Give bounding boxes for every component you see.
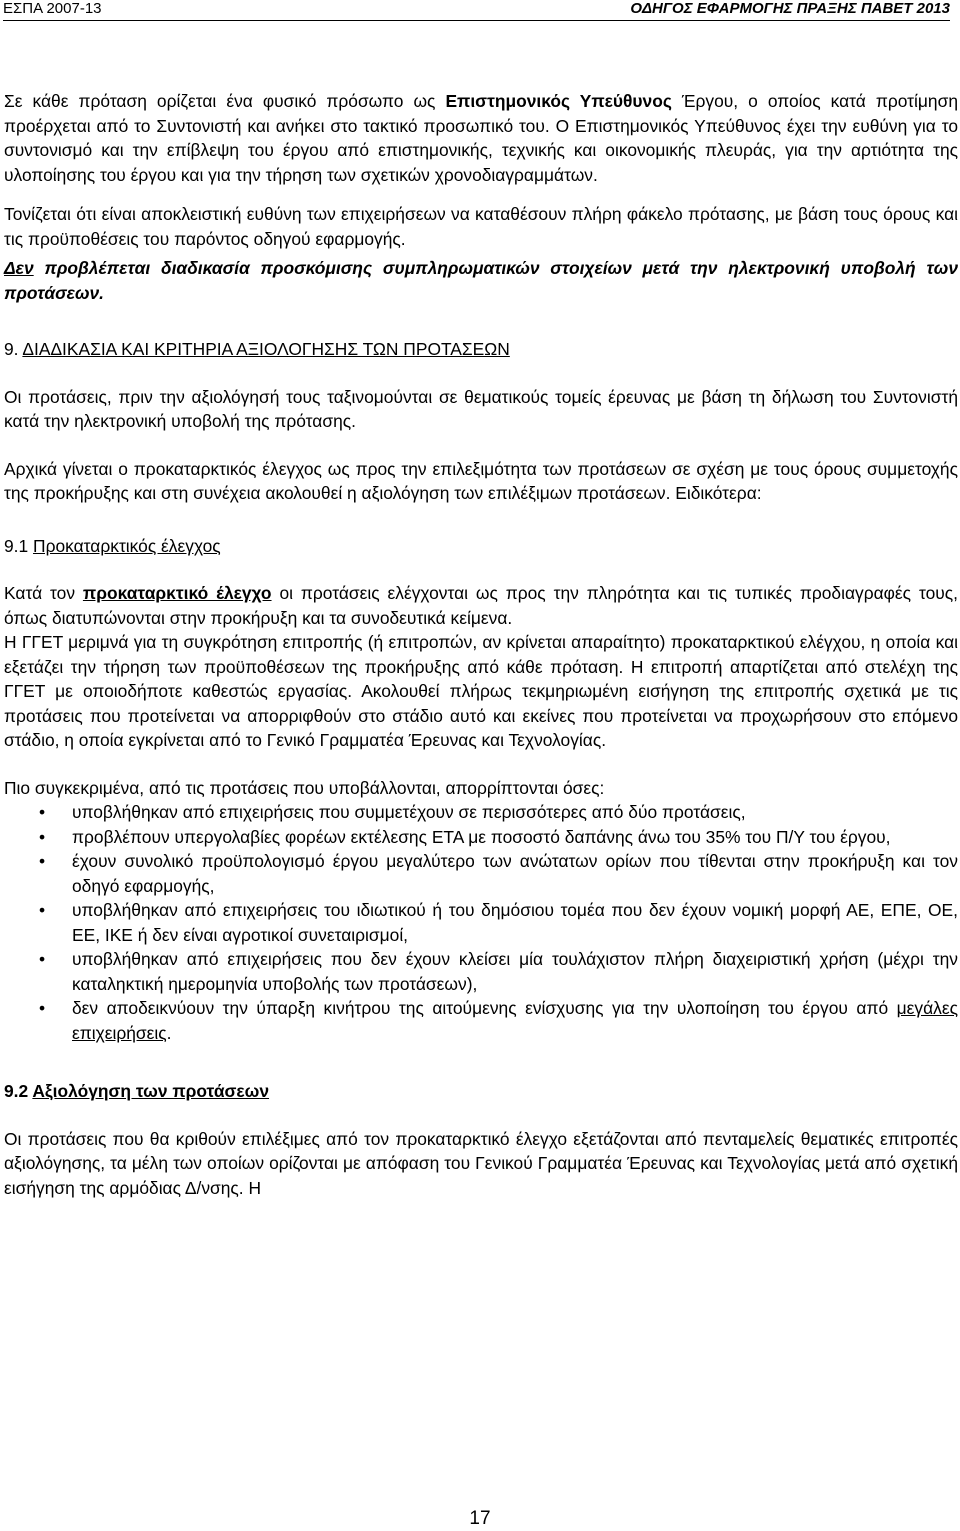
list-item: • δεν αποδεικνύουν την ύπαρξη κινήτρου της αιτούμενης ενίσχυσης για την υλοποίηση του έργου από μεγάλες επιχειρήσεις.	[39, 998, 958, 1043]
list-item: • έχουν συνολικό προϋπολογισμό έργου μεγαλύτερο των ανώτατων ορίων που τίθενται στην προκήρυξη και τον οδηγό εφαρμογής,	[39, 851, 958, 896]
list-item: • υποβλήθηκαν από επιχειρήσεις που συμμετέχουν σε περισσότερες από δύο προτάσεις,	[4, 800, 958, 825]
term-scientific-responsible: Επιστημονικός Υπεύθυνος	[445, 91, 672, 111]
bullet-icon: •	[39, 900, 46, 920]
rejection-criteria-list	[4, 800, 958, 1045]
bullet-icon: •	[39, 998, 46, 1018]
bullet-icon: •	[39, 851, 46, 871]
page-number: 17	[469, 1508, 491, 1529]
header-left-text: ΕΣΠΑ 2007-13	[3, 0, 102, 17]
header-right-text: ΟΔΗΓΟΣ ΕΦΑΡΜΟΓΗΣ ΠΡΑΞΗΣ ΠΑΒΕΤ 2013	[630, 0, 950, 17]
page-header	[3, 0, 950, 21]
list-item: • υποβλήθηκαν από επιχειρήσεις του ιδιωτικού ή του δημόσιου τομέα που δεν έχουν νομική μορφή ΑΕ, ΕΠΕ, ΟΕ, ΕΕ, ΙΚΕ ή δεν είναι αγροτικοί συνεταιρισμοί,	[39, 900, 958, 945]
paragraph-responsibility: Τονίζεται ότι είναι αποκλειστική ευθύνη των επιχειρήσεων να καταθέσουν πλήρη φάκελο πρότασης, με βάση τους όρους και τις προϋποθέσεις του παρόντος οδηγού εφαρμογής.	[4, 204, 958, 249]
section-9-2-paragraph-1: Οι προτάσεις που θα κριθούν επιλέξιμες από τον προκαταρκτικό έλεγχο εξετάζονται από πενταμελείς θεματικές επιτροπές αξιολόγησης, τα μέλη των οποίων ορίζονται με απόφαση του Γενικού Γραμματέα Έρευνας και Τεχνολογίας μετά από σχετική εισήγηση της αρμόδιας Δ/νσης. Η	[4, 1128, 958, 1198]
term-preliminary-check: προκαταρκτικό έλεγχο	[82, 583, 272, 603]
rejection-criteria-intro: Πιο συγκεκριμένα, από τις προτάσεις που υποβάλλονται, απορρίπτονται όσες:	[4, 777, 605, 798]
bullet-icon: •	[39, 949, 46, 969]
section-9-1-heading: 9.1 Προκαταρκτικός έλεγχος	[4, 535, 221, 556]
paragraph-no-supplementary: Δεν προβλέπεται διαδικασία προσκόμισης συμπληρωματικών στοιχείων μετά την ηλεκτρονική υποβολή των προτάσεων.	[4, 258, 958, 303]
list-item: • προβλέπουν υπεργολαβίες φορέων εκτέλεσης ΕΤΑ με ποσοστό δαπάνης άνω του 35% του Π/Υ του έργου,	[4, 825, 958, 850]
paragraph-scientific-responsible: Σε κάθε πρόταση ορίζεται ένα φυσικό πρόσωπο ως Επιστημονικός Υπεύθυνος Έργου, ο οποίος κατά προτίμηση προέρχεται από το Συντονιστή και ανήκει στο τακτικό προσωπικό του. Ο Επιστημονικός Υπεύθυνος έχει την ευθύνη για το συντονισμό και την επίβλεψη του έργου από επιστημονικής, τεχνικής και οικονομικής πλευράς, για την αρτιότητα της υλοποίησης του έργου και για την τήρηση των σχετικών χρονοδιαγραμμάτων.	[4, 91, 958, 185]
section-9-paragraph-1: Οι προτάσεις, πριν την αξιολόγησή τους ταξινομούνται σε θεματικούς τομείς έρευνας με βάση τη δήλωση του Συντονιστή κατά την ηλεκτρονική υποβολή της πρότασης.	[4, 386, 958, 431]
section-9-heading: 9. ΔΙΑΔΙΚΑΣΙΑ ΚΑΙ ΚΡΙΤΗΡΙΑ ΑΞΙΟΛΟΓΗΣΗΣ ΤΩΝ ΠΡΟΤΑΣΕΩΝ	[4, 339, 510, 359]
section-9-1-paragraph-2: Η ΓΓΕΤ μεριμνά για τη συγκρότηση επιτροπής (ή επιτροπών, αν κρίνεται απαραίτητο) προκαταρκτικού ελέγχου, η οποία και εξετάζει την τήρηση των προϋποθέσεων της προκήρυξης από κάθε πρόταση. Η επιτροπή απαρτίζεται από στελέχη της ΓΓΕΤ με οποιοδήποτε καθεστώς εργασίας. Ακολουθεί πλήρως τεκμηριωμένη εισήγηση της επιτροπής σχετικά με τις προτάσεις που προτείνεται να απορριφθούν στο στάδιο αυτό και εκείνες που προτείνεται να προχωρήσουν στο επόμενο στάδιο, η οποία εγκρίνεται από το Γενικό Γραμματέα Έρευνας και Τεχνολογίας.	[4, 632, 958, 750]
section-9-2-heading: 9.2 Αξιολόγηση των προτάσεων	[4, 1081, 270, 1101]
section-9-title: ΔΙΑΔΙΚΑΣΙΑ ΚΑΙ ΚΡΙΤΗΡΙΑ ΑΞΙΟΛΟΓΗΣΗΣ ΤΩΝ ΠΡΟΤΑΣΕΩΝ	[22, 339, 510, 359]
section-9-paragraph-2: Αρχικά γίνεται ο προκαταρκτικός έλεγχος ως προς την επιλεξιμότητα των προτάσεων σε σχέση με τους όρους συμμετοχής της προκήρυξης και στη συνέχεια ακολουθεί η αξιολόγηση των επιλέξιμων προτάσεων. Ειδικότερα:	[4, 458, 958, 503]
term-large-enterprises: μεγάλες επιχειρήσεις	[72, 998, 958, 1043]
section-9-2-title: Αξιολόγηση των προτάσεων	[32, 1081, 270, 1101]
bullet-icon: •	[39, 802, 46, 822]
list-item: • υποβλήθηκαν από επιχειρήσεις που δεν έχουν κλείσει μία τουλάχιστον πλήρη διαχειριστική χρήση (μέχρι την καταληκτική ημερομηνία υποβολής των προτάσεων),	[39, 949, 958, 994]
document-body	[4, 89, 958, 1200]
section-9-1-title: Προκαταρκτικός έλεγχος	[33, 535, 221, 556]
bullet-icon: •	[39, 826, 46, 847]
section-9-1-paragraph-1: Κατά τον προκαταρκτικό έλεγχο οι προτάσεις ελέγχονται ως προς την πληρότητα και τις τυπικές προδιαγραφές τους, όπως διατυπώνονται στην προκήρυξη και τα συνοδευτικά κείμενα.	[4, 583, 958, 628]
